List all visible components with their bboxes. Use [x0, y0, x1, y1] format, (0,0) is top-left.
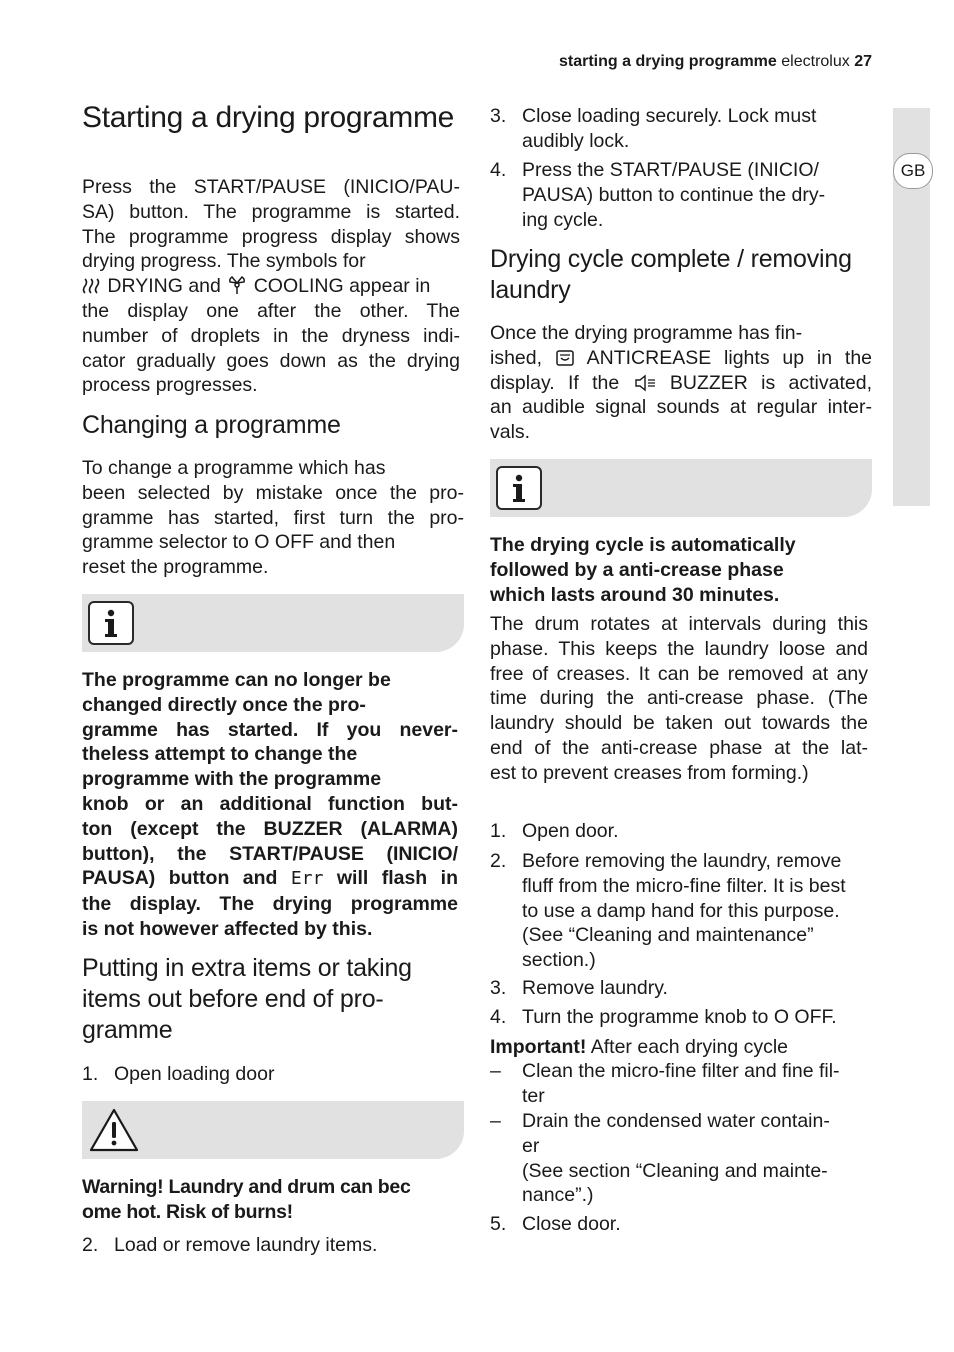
intro-paragraph — [82, 175, 460, 398]
text-line: drying progress. The symbols for — [82, 250, 366, 273]
text-line: button), the START/PAUSE (INICIO/ — [82, 842, 458, 865]
item-text: Open loading door — [114, 1063, 275, 1085]
changing-programme-heading: Changing a programme — [82, 411, 341, 439]
text-line: process progresses. — [82, 374, 258, 397]
item-number: 1. — [490, 820, 507, 842]
item-number: 2. — [490, 850, 507, 872]
item-text — [522, 104, 816, 154]
text-line: est to prevent creases from forming.) — [490, 761, 809, 784]
text-line: (See “Cleaning and maintenance” — [522, 924, 814, 947]
text-line: To change a programme which has — [82, 457, 386, 479]
text-fragment: will flash in — [336, 867, 458, 890]
cooling-label: COOLING appear in — [253, 275, 431, 298]
text-fragment: PAUSA) button and — [82, 867, 278, 890]
text-fragment: BUZZER is activated, — [669, 371, 873, 394]
anticrease-icon — [555, 349, 575, 367]
info-icon — [496, 466, 542, 510]
text-line: section.) — [522, 949, 596, 972]
anticrease-note-text — [490, 612, 868, 786]
heading-line: Putting in extra items or taking — [82, 954, 412, 982]
text-line: ing cycle. — [522, 208, 604, 231]
text-line: nance”.) — [522, 1184, 594, 1207]
text-fragment: ANTICREASE lights up in the — [586, 346, 873, 369]
page-number: 27 — [854, 53, 872, 70]
item-text: Close door. — [522, 1213, 621, 1235]
warning-text — [82, 1175, 464, 1225]
text-line: laundry should be taken out towards the — [490, 712, 868, 735]
text-line: Once the drying programme has fin- — [490, 322, 803, 344]
important-label: Important! — [490, 1036, 587, 1058]
text-line: been selected by mistake once the pro- — [82, 481, 464, 504]
text-line: end of the anti-crease phase at the lat- — [490, 736, 868, 759]
info-note-box — [490, 459, 872, 517]
text-line: changed directly once the pro- — [82, 693, 366, 716]
text-line: knob or an additional function but- — [82, 792, 458, 815]
text-line: which lasts around 30 minutes. — [490, 583, 780, 606]
text-line: to use a damp hand for this purpose. — [522, 899, 840, 922]
err-display-code: Err — [290, 868, 324, 890]
cooling-fan-icon — [226, 275, 248, 295]
text-line: Before removing the laundry, remove — [522, 850, 842, 872]
text-line: free of creases. It can be removed at any — [490, 662, 868, 685]
item-text — [522, 158, 825, 232]
text-line: audibly lock. — [522, 129, 630, 152]
text-line: Close loading securely. Lock must — [522, 105, 817, 127]
heading-line: gramme — [82, 1016, 173, 1044]
text-line-with-icon — [490, 371, 872, 396]
text-fragment: display. If the — [490, 371, 620, 394]
text-line: programme with the programme — [82, 768, 382, 791]
text-line: time during the anti-crease phase. (The — [490, 687, 868, 710]
text-line: the display. The drying programme — [82, 893, 458, 916]
text-line: an audible signal sounds at regular inter- — [490, 396, 872, 419]
info-note-text — [82, 668, 458, 942]
text-line: The drying cycle is automatically — [490, 534, 796, 556]
text-line-with-err — [82, 866, 458, 892]
item-text — [522, 849, 846, 973]
text-line: The programme can no longer be — [82, 669, 391, 691]
buzzer-icon — [633, 374, 657, 392]
drying-label: DRYING and — [107, 275, 221, 298]
text-line: The drum rotates at intervals during this — [490, 613, 868, 635]
important-text: After each drying cycle — [590, 1036, 789, 1058]
cycle-complete-text — [490, 321, 872, 445]
page-title: Starting a drying programme — [82, 101, 455, 134]
text-line: Clean the micro-fine filter and fine fil- — [522, 1060, 840, 1082]
text-line: theless attempt to change the — [82, 743, 358, 766]
item-text: Turn the programme knob to O OFF. — [522, 1006, 837, 1028]
anticrease-note-bold — [490, 533, 872, 607]
heading-line: laundry — [490, 276, 571, 304]
text-line: Press the START/PAUSE (INICIO/PAU- — [82, 176, 460, 198]
text-line: gramme has started. If you never- — [82, 718, 458, 741]
text-line: gramme has started, first turn the pro- — [82, 506, 464, 529]
item-text: Remove laundry. — [522, 977, 668, 999]
warning-triangle-icon — [88, 1107, 140, 1153]
item-number: 2. — [82, 1234, 99, 1256]
bullet-dash: – — [490, 1110, 501, 1132]
text-fragment: ished, — [490, 346, 543, 369]
item-number: 1. — [82, 1063, 99, 1085]
info-note-box — [82, 594, 464, 652]
text-line: ome hot. Risk of burns! — [82, 1200, 293, 1223]
item-text — [522, 1059, 840, 1109]
text-line: Press the START/PAUSE (INICIO/ — [522, 159, 819, 181]
text-line: followed by a anti-crease phase — [490, 558, 784, 581]
warning-note-box — [82, 1101, 464, 1159]
item-number: 3. — [490, 977, 507, 999]
text-line: fluff from the micro-fine filter. It is best — [522, 874, 846, 897]
heading-line: Drying cycle complete / removing — [490, 245, 852, 273]
text-line-with-icon — [490, 346, 872, 371]
item-text — [522, 1109, 830, 1208]
text-line: phase. This keeps the laundry loose and — [490, 637, 868, 660]
text-line-with-icons — [82, 274, 460, 299]
item-number: 4. — [490, 1006, 507, 1028]
cycle-complete-heading — [490, 244, 852, 306]
text-line: er — [522, 1134, 540, 1157]
header-brand: electrolux — [781, 53, 850, 70]
item-number: 5. — [490, 1213, 507, 1235]
text-line: ton (except the BUZZER (ALARMA) — [82, 817, 458, 840]
item-text: Load or remove laundry items. — [114, 1234, 378, 1256]
heading-line: items out before end of pro- — [82, 985, 384, 1013]
text-line: Drain the condensed water contain- — [522, 1110, 830, 1132]
text-line: SA) button. The programme is started. — [82, 200, 460, 223]
text-line: vals. — [490, 421, 531, 444]
drying-symbol-icon — [82, 277, 102, 295]
info-icon — [88, 601, 134, 645]
running-header — [559, 53, 872, 71]
bullet-dash: – — [490, 1060, 501, 1082]
item-number: 4. — [490, 159, 507, 181]
text-line: gramme selector to O OFF and then — [82, 531, 396, 554]
text-line: (See section “Cleaning and mainte- — [522, 1159, 828, 1182]
text-line: number of droplets in the dryness indi- — [82, 324, 460, 347]
language-badge: GB — [893, 153, 933, 189]
text-line: The programme progress display shows — [82, 225, 460, 248]
changing-programme-text — [82, 456, 464, 580]
item-text: Open door. — [522, 820, 619, 842]
extra-items-heading — [82, 953, 412, 1046]
header-section-title: starting a drying programme — [558, 53, 777, 70]
item-number: 3. — [490, 105, 507, 127]
important-line — [490, 1035, 876, 1060]
text-line: the display one after the other. The — [82, 299, 460, 322]
text-line: cator gradually goes down as the drying — [82, 349, 460, 372]
text-line: ter — [522, 1084, 545, 1107]
text-line: reset the programme. — [82, 556, 269, 579]
text-line: PAUSA) button to continue the dry- — [522, 183, 826, 206]
text-line: Warning! Laundry and drum can bec — [82, 1176, 411, 1198]
text-line: is not however affected by this. — [82, 917, 373, 940]
